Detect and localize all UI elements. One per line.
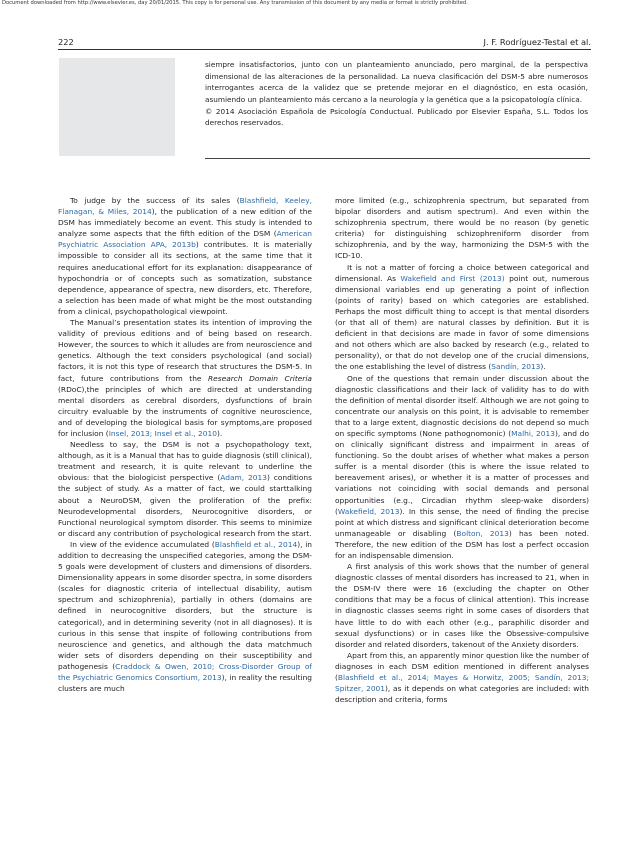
- paragraph: [58, 539, 312, 694]
- citation-link[interactable]: Wakefield, 2013: [337, 506, 400, 516]
- abstract-rule: [205, 158, 590, 159]
- text-run: ), as it depends on what categories are included: with description and criteria, forms: [335, 684, 589, 705]
- text-run: ), in reality the resulting clusters are much: [58, 673, 313, 694]
- text-run: In view of the evidence accumulated (: [70, 539, 215, 549]
- text-run: ). In this sense, the need of finding the precise point at which distress and significant clinical deterioration become unmanageable or disabling (: [335, 506, 589, 538]
- text-run: ).: [540, 362, 546, 372]
- paragraph: [58, 195, 312, 317]
- citation-link[interactable]: Bolton, 2013: [456, 528, 509, 538]
- text-run: point out, numerous dimensional variables end up generating a point of inflection (points of rarity) based on which categories are established. Perhaps the most difficult thing to accept is that mental disorders (or that all of them) are natural classes by definition. But it is deficient in that decisions are made in favor of some dimensions and not others which are also backed by research (e.g., related to personality), or that do not develop one of the crucial dimensions, the one establishing the level of distress (: [335, 273, 589, 372]
- text-run: A first analysis of this work shows that the number of general diagnostic classes of mental disorders has increased to 21, when in the DSM-IV there were 16 (excluding the chapter on Other conditions that may be a focus of clinical attention). This increase in diagnostic classes seems right in some cases of disorders that have little to do with each other (e.g., paraphilic disorder and sexual dysfunctions) or in cases like the Obsessive-compulsive disorder and related disorders, takenout of the Anxiety disorders.: [335, 562, 589, 649]
- paragraph: [58, 317, 312, 439]
- text-run: ) contributes. It is materially impossible to consider all its sections, at the same time that it requires aneducational effort for its explanation: disappearance of hypochondria or of concepts such as somatization, substance dependence, appearance of spectra, new disorders, etc. Therefore, a selection has been made of what might be the most outstanding from a clinical, psychopathological viewpoint.: [58, 240, 313, 316]
- paragraph: [335, 561, 589, 650]
- citation-link[interactable]: Adam, 2013: [220, 473, 267, 483]
- text-run: ).: [216, 428, 223, 438]
- text-run: ), the publication of a new edition of the DSM has immediately become an event. This study is intended to analyze some aspects that the fifth edition of the DSM (: [58, 207, 313, 239]
- paragraph: [335, 262, 589, 373]
- running-authors: J. F. Rodríguez-Testal et al.: [483, 37, 591, 47]
- citation-link[interactable]: Blashfield et al., 2014: [214, 539, 298, 549]
- citation-link[interactable]: American Psychiatric Association APA, 2013b: [58, 229, 312, 250]
- text-run: Apart from this, an apparently minor question like the number of diagnoses in each DSM edition mentioned in different analyses (: [335, 650, 589, 683]
- paragraph: [335, 373, 589, 562]
- paragraph: [335, 195, 589, 262]
- text-run: more limited (e.g., schizophrenia spectrum, but separated from bipolar disorders and autism spectrum). And even within the schizophrenia spectrum, there would be no reason (by genetic criteria) for distinguishing schizophreniform disorder from schizophrenia, and by the way, harmonizing the DSM-5 with the ICD-10.: [335, 196, 589, 261]
- left-column: [58, 195, 312, 694]
- paragraph: [58, 439, 312, 539]
- abstract-copyright: © 2014 Asociación Española de Psicología Conductual. Publicado por Elsevier España, S.L. Todos los derechos reservados.: [205, 106, 588, 128]
- citation-link[interactable]: Sandín, 2013: [491, 362, 541, 372]
- text-run: Needless to say, the DSM is not a psychopathology text, although, as it is a Manual that has to guide diagnosis (still clinical), treatment and research, it is quite relevant to underline the obvious: that the biologicist perspective (: [58, 440, 312, 483]
- abstract-text: siempre insatisfactorios, junto con un planteamiento anunciado, pero marginal, de la perspectiva dimensional de las alteraciones de la personalidad. La nueva clasificación del DSM-5 abre numerosos interrogantes acerca de la validez que se pretende mejorar en el diagnóstico, en esta ocasión, asumiendo un planteamiento más cercano a la neurología y la genética que a la psicopatología clínica.: [205, 60, 588, 104]
- text-run: ), in addition to decreasing the unspecified categories, among the DSM-5 goals were development of clusters and dimensions of disorders. Dimensionality appears in some disorder spectra, in some disorders (scales for diagnostic criteria of intellectual disability, autism spectrum and schizophrenia), partially in others (domains are defined in neurocognitive disorders, but the structure is categorical), and in determining severity (not in all diagnoses). It is curious in this sense that inspite of following contributions from neuroscience and genetics, and although the data matchmuch wider sets of disorders depending on their susceptibility and pathogenesis (: [58, 539, 312, 671]
- text-run: ), and do on clinically significant distress and impairment in areas of functioning. So the doubt arises of whether what makes a person suffer is a mental disorder (this is where the issue related to bereavement arises), or whether it is a matter of processes and variations not coinciding with social demands and personal opportunities (e.g., Circadian rhythm sleep-wake disorders) (: [335, 428, 589, 516]
- text-run: To judge by the success of its sales (: [70, 196, 240, 205]
- text-run: (RDoC),the principles of which are directed at understanding mental disorders as cerebral disorders, dysfunctions of brain circuitry evaluable by the instruments of cognitive neuroscience, and of developing the biological basis for symptoms,are proposed for inclusion (: [58, 384, 312, 438]
- text-run: ) has been noted. Therefore, the new edition of the DSM has lost a perfect occasion for an indispensable dimension.: [335, 528, 589, 560]
- citation-link[interactable]: Insel, 2013; Insel et al., 2010: [108, 428, 217, 438]
- right-column: [335, 195, 589, 705]
- abstract-block: [205, 59, 588, 129]
- text-run: One of the questions that remain under discussion about the diagnostic classifications and their lack of validity has to do with the definition of mental disorder itself. Although we are not going to concentrate our analysis on this point, it is advisable to remember that to a large extent, diagnostic decisions do not depend so much on specific symptoms (None pathognomonic) (: [335, 373, 589, 438]
- citation-link[interactable]: Wakefield and First (2013): [400, 273, 505, 283]
- text-run: It is not a matter of forcing a choice between categorical and dimensional. As: [335, 262, 589, 283]
- italic-term: Research Domain Criteria: [208, 373, 312, 383]
- citation-link[interactable]: Malhi, 2013: [511, 428, 555, 438]
- paragraph: [335, 650, 589, 705]
- citation-link[interactable]: Craddock & Owen, 2010; Cross-Disorder Group of the Psychiatric Genomics Consortium, 2013: [58, 661, 312, 683]
- citation-link[interactable]: Blashfield, Keeley, Flanagan, & Miles, 2014: [58, 196, 312, 217]
- journal-logo-placeholder: [59, 58, 175, 156]
- header-rule: [58, 49, 591, 50]
- citation-link[interactable]: Blashfield et al., 2014; Mayes & Horwitz, 2005; Sandín, 2013; Spitzer, 2001: [335, 673, 589, 694]
- text-run: ) conditions the subject of study. As a matter of fact, we could starttalking about a NeuroDSM, given the proliferation of the prefix: Neurodevelopmental disorders, Neurocognitive disorders, or Functional neurological symptom disorder. This seems to minimize or discard any contribution of psychological research from the start.: [58, 473, 313, 538]
- text-run: The Manual’s presentation states its intention of improving the validity of previous editions and of being based on research. However, the sources to which it alludes are from neuroscience and genetics. Although the text considers psychological (and social) factors, it is not this type of research that structures the DSM-5. In fact, future contributions from the: [58, 318, 312, 383]
- page-number: 222: [58, 37, 74, 47]
- download-notice: Document downloaded from http://www.elsevier.es, day 20/01/2015. This copy is for personal use. Any transmission of this document by any media or format is strictly prohibited.: [2, 0, 468, 6]
